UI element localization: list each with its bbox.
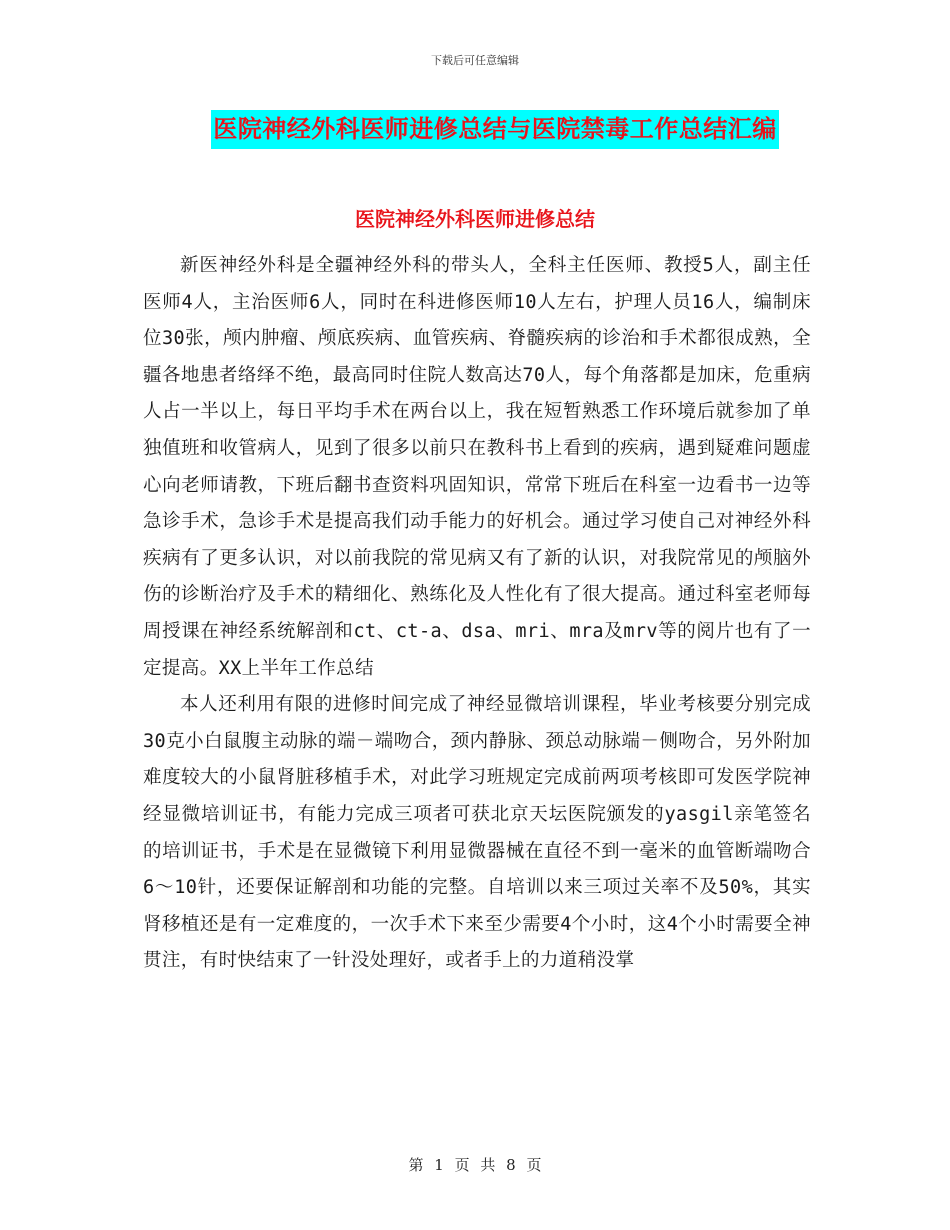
page-footer: 第 1 页 共 8 页 — [408, 1156, 542, 1174]
document-title-container — [0, 110, 950, 149]
paragraph: 新医神经外科是全疆神经外科的带头人，全科主任医师、教授5人，副主任医师4人，主治医师6人，同时在科进修医师10人左右，护理人员16人，编制床位30张，颅内肿瘤、颅底疾病、血管疾病、脊髓疾病的诊治和手术都很成熟，全疆各地患者络绎不绝，最高同时住院人数高达70人，每个角落都是加床，危重病人占一半以上，每日平均手术在两台以上，我在短暂熟悉工作环境后就参加了单独值班和收管病人，见到了很多以前只在教科书上看到的疾病，遇到疑难问题虚心向老师请教，下班后翻书查资料巩固知识，常常下班后在科室一边看书一边等急诊手术，急诊手术是提高我们动手能力的好机会。通过学习使自己对神经外科疾病有了更多认识，对以前我院的常见病又有了新的认识，对我院常见的颅脑外伤的诊断治疗及手术的精细化、熟练化及人性化有了很大提高。通过科室老师每周授课在神经系统解剖和ct、ct-a、dsa、mri、mra及mrv等的阅片也有了一定提高。XX上半年工作总结 — [143, 255, 811, 679]
document-title: 医院神经外科医师进修总结与医院禁毒工作总结汇编 — [211, 110, 779, 149]
header-note: 下载后可任意编辑 — [431, 54, 519, 67]
document-body — [143, 248, 811, 980]
section-title: 医院神经外科医师进修总结 — [355, 207, 595, 231]
paragraph: 本人还利用有限的进修时间完成了神经显微培训课程，毕业考核要分别完成30克小白鼠腹主动脉的端－端吻合，颈内静脉、颈总动脉端－侧吻合，另外附加难度较大的小鼠肾脏移植手术，对此学习班规定完成前两项考核即可发医学院神经显微培训证书，有能力完成三项者可获北京天坛医院颁发的yasgil亲笔签名的培训证书，手术是在显微镜下利用显微器械在直径不到一毫米的血管断端吻合6～10针，还要保证解剖和功能的完整。自培训以来三项过关率不及50%，其实肾移植还是有一定难度的，一次手术下来至少需要4个小时，这4个小时需要全神贯注，有时快结束了一针没处理好，或者手上的力道稍没掌 — [143, 694, 811, 972]
